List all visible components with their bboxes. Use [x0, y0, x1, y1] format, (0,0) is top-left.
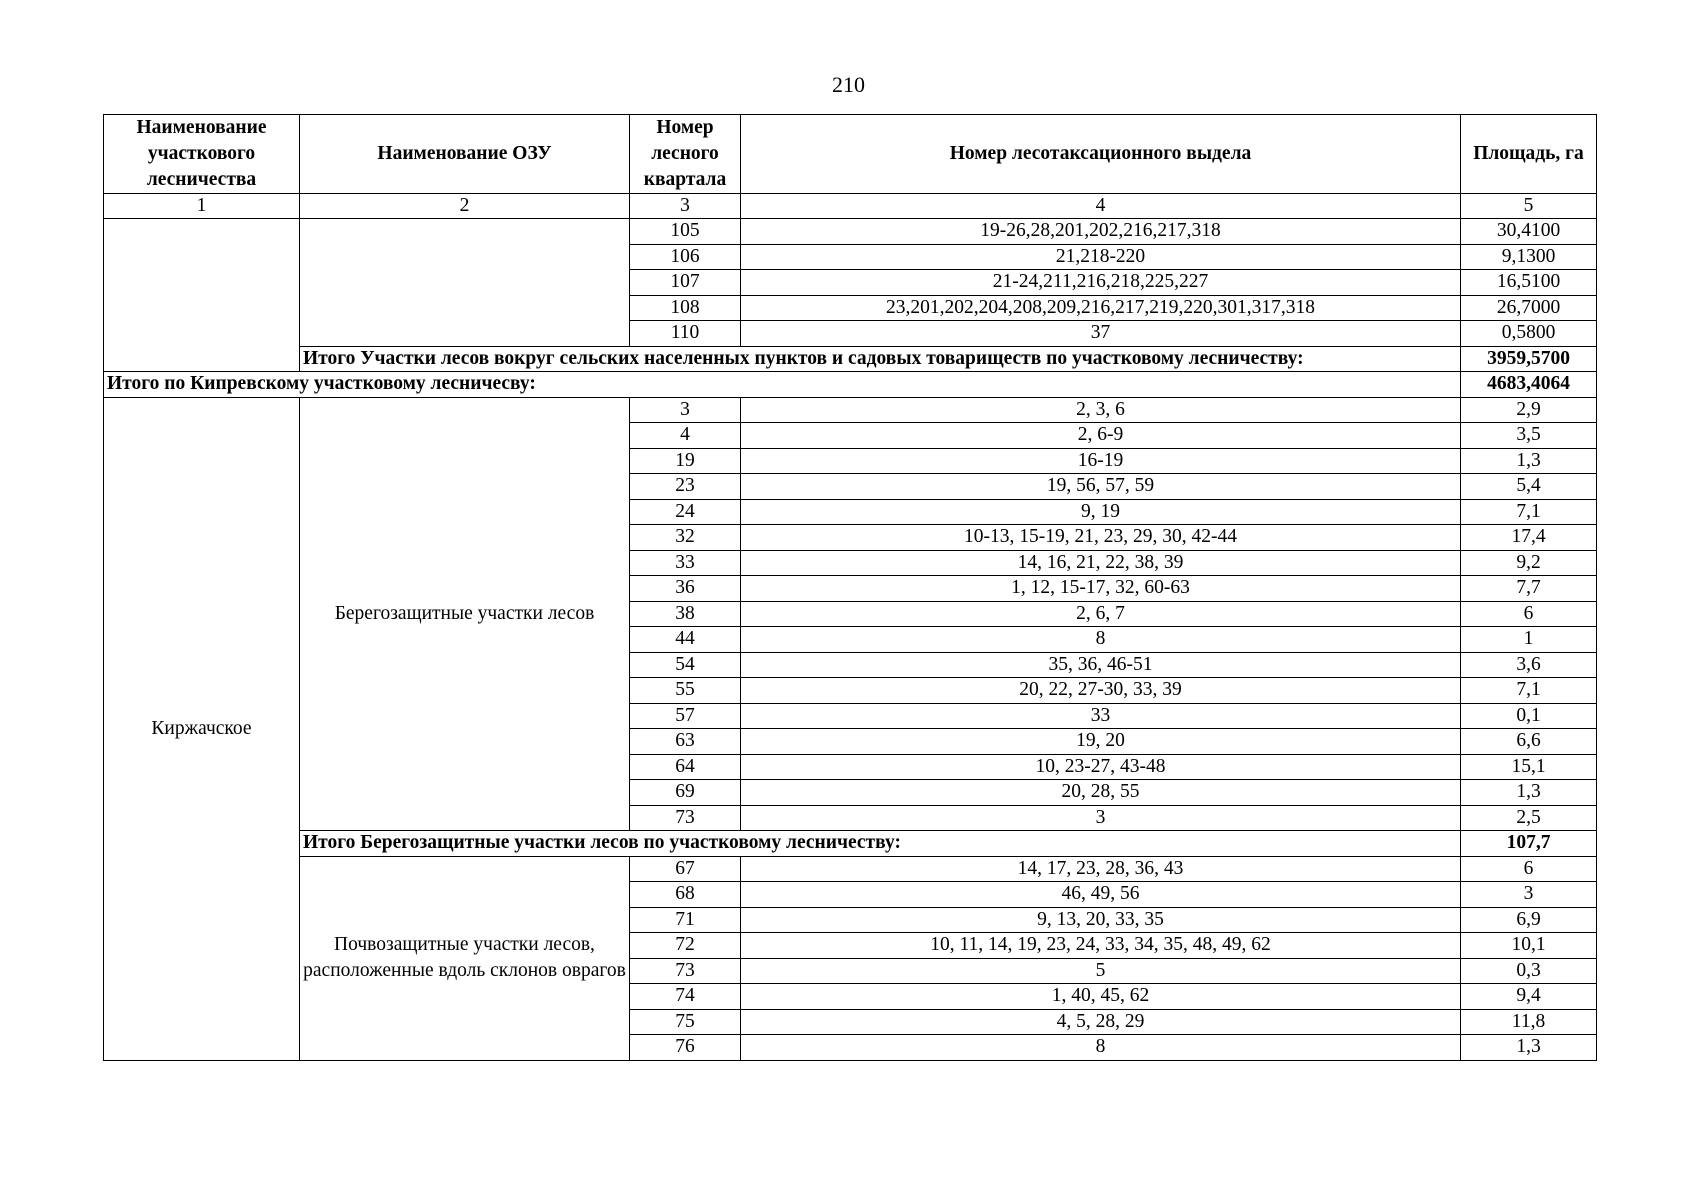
- quarter-cell: 110: [630, 321, 741, 347]
- area-cell: 15,1: [1461, 754, 1597, 780]
- ozu-cell-empty: [300, 219, 630, 347]
- quarter-cell: 69: [630, 780, 741, 806]
- vydel-cell: 21-24,211,216,218,225,227: [741, 270, 1461, 296]
- vydel-cell: 19, 56, 57, 59: [741, 474, 1461, 500]
- vydel-cell: 8: [741, 627, 1461, 653]
- area-cell: 5,4: [1461, 474, 1597, 500]
- quarter-cell: 57: [630, 703, 741, 729]
- quarter-cell: 76: [630, 1035, 741, 1061]
- ozu-name-cell: Берегозащитные участки лесов: [300, 397, 630, 831]
- column-number: 1: [104, 194, 300, 219]
- column-number: 5: [1461, 194, 1597, 219]
- page-number: 210: [832, 72, 865, 97]
- vydel-cell: 46, 49, 56: [741, 882, 1461, 908]
- header-area: Площадь, га: [1461, 115, 1597, 194]
- vydel-cell: 35, 36, 46-51: [741, 652, 1461, 678]
- quarter-cell: 23: [630, 474, 741, 500]
- quarter-cell: 19: [630, 448, 741, 474]
- area-cell: 1,3: [1461, 448, 1597, 474]
- quarter-cell: 63: [630, 729, 741, 755]
- area-cell: 1: [1461, 627, 1597, 653]
- area-cell: 11,8: [1461, 1009, 1597, 1035]
- quarter-cell: 68: [630, 882, 741, 908]
- vydel-cell: 14, 17, 23, 28, 36, 43: [741, 856, 1461, 882]
- area-cell: 0,3: [1461, 958, 1597, 984]
- forestry-total-row: [104, 372, 1597, 398]
- quarter-cell: 38: [630, 601, 741, 627]
- header-quarter-number: Номер лесного квартала: [630, 115, 741, 194]
- area-cell: 16,5100: [1461, 270, 1597, 296]
- subtotal-label: Итого Участки лесов вокруг сельских населенных пунктов и садовых товариществ по участковому лесничеству:: [300, 346, 1461, 372]
- area-cell: 6,9: [1461, 907, 1597, 933]
- area-cell: 3: [1461, 882, 1597, 908]
- quarter-cell: 32: [630, 525, 741, 551]
- vydel-cell: 2, 3, 6: [741, 397, 1461, 423]
- area-cell: 0,1: [1461, 703, 1597, 729]
- forest-table: [103, 114, 1597, 1061]
- vydel-cell: 10, 23-27, 43-48: [741, 754, 1461, 780]
- area-cell: 10,1: [1461, 933, 1597, 959]
- subtotal-label: Итого Берегозащитные участки лесов по участковому лесничеству:: [300, 831, 1461, 857]
- header-ozu-name: Наименование ОЗУ: [300, 115, 630, 194]
- vydel-cell: 9, 19: [741, 499, 1461, 525]
- vydel-cell: 19-26,28,201,202,216,217,318: [741, 219, 1461, 245]
- vydel-cell: 3: [741, 805, 1461, 831]
- header-vydel-number: Номер лесотаксационного выдела: [741, 115, 1461, 194]
- quarter-cell: 3: [630, 397, 741, 423]
- ozu-name-cell: Почвозащитные участки лесов, расположенные вдоль склонов оврагов: [300, 856, 630, 1060]
- area-cell: 3,5: [1461, 423, 1597, 449]
- area-cell: 7,1: [1461, 499, 1597, 525]
- area-cell: 1,3: [1461, 780, 1597, 806]
- area-cell: 2,9: [1461, 397, 1597, 423]
- vydel-cell: 9, 13, 20, 33, 35: [741, 907, 1461, 933]
- area-cell: 7,1: [1461, 678, 1597, 704]
- quarter-cell: 106: [630, 244, 741, 270]
- table-row: [104, 856, 1597, 882]
- column-number: 2: [300, 194, 630, 219]
- vydel-cell: 1, 12, 15-17, 32, 60-63: [741, 576, 1461, 602]
- area-cell: 6: [1461, 856, 1597, 882]
- vydel-cell: 21,218-220: [741, 244, 1461, 270]
- quarter-cell: 108: [630, 295, 741, 321]
- quarter-cell: 74: [630, 984, 741, 1010]
- area-cell: 6: [1461, 601, 1597, 627]
- vydel-cell: 37: [741, 321, 1461, 347]
- forestry-total-label: Итого по Кипревскому участковому лесничесву:: [104, 372, 1461, 398]
- quarter-cell: 44: [630, 627, 741, 653]
- vydel-cell: 4, 5, 28, 29: [741, 1009, 1461, 1035]
- vydel-cell: 23,201,202,204,208,209,216,217,219,220,301,317,318: [741, 295, 1461, 321]
- quarter-cell: 64: [630, 754, 741, 780]
- forestry-name-cell: Киржачское: [104, 397, 300, 1060]
- quarter-cell: 4: [630, 423, 741, 449]
- column-number: 4: [741, 194, 1461, 219]
- area-cell: 1,3: [1461, 1035, 1597, 1061]
- quarter-cell: 107: [630, 270, 741, 296]
- header-row: [104, 115, 1597, 194]
- forestry-cell-empty: [104, 219, 300, 372]
- vydel-cell: 10-13, 15-19, 21, 23, 29, 30, 42-44: [741, 525, 1461, 551]
- header-forestry-name: Наименование участкового лесничества: [104, 115, 300, 194]
- forestry-total-value: 4683,4064: [1461, 372, 1597, 398]
- vydel-cell: 16-19: [741, 448, 1461, 474]
- area-cell: 2,5: [1461, 805, 1597, 831]
- area-cell: 17,4: [1461, 525, 1597, 551]
- quarter-cell: 72: [630, 933, 741, 959]
- quarter-cell: 54: [630, 652, 741, 678]
- vydel-cell: 2, 6, 7: [741, 601, 1461, 627]
- vydel-cell: 2, 6-9: [741, 423, 1461, 449]
- vydel-cell: 5: [741, 958, 1461, 984]
- quarter-cell: 75: [630, 1009, 741, 1035]
- table-row: [104, 219, 1597, 245]
- area-cell: 9,1300: [1461, 244, 1597, 270]
- vydel-cell: 33: [741, 703, 1461, 729]
- table-row: [104, 397, 1597, 423]
- quarter-cell: 67: [630, 856, 741, 882]
- subtotal-value: 3959,5700: [1461, 346, 1597, 372]
- vydel-cell: 1, 40, 45, 62: [741, 984, 1461, 1010]
- area-cell: 9,2: [1461, 550, 1597, 576]
- quarter-cell: 33: [630, 550, 741, 576]
- vydel-cell: 10, 11, 14, 19, 23, 24, 33, 34, 35, 48, 49, 62: [741, 933, 1461, 959]
- column-number-row: [104, 194, 1597, 219]
- area-cell: 7,7: [1461, 576, 1597, 602]
- area-cell: 30,4100: [1461, 219, 1597, 245]
- subtotal-row: [104, 831, 1597, 857]
- area-cell: 9,4: [1461, 984, 1597, 1010]
- area-cell: 0,5800: [1461, 321, 1597, 347]
- vydel-cell: 19, 20: [741, 729, 1461, 755]
- column-number: 3: [630, 194, 741, 219]
- area-cell: 6,6: [1461, 729, 1597, 755]
- quarter-cell: 71: [630, 907, 741, 933]
- subtotal-value: 107,7: [1461, 831, 1597, 857]
- vydel-cell: 8: [741, 1035, 1461, 1061]
- quarter-cell: 55: [630, 678, 741, 704]
- quarter-cell: 73: [630, 958, 741, 984]
- quarter-cell: 24: [630, 499, 741, 525]
- area-cell: 3,6: [1461, 652, 1597, 678]
- vydel-cell: 20, 22, 27-30, 33, 39: [741, 678, 1461, 704]
- area-cell: 26,7000: [1461, 295, 1597, 321]
- quarter-cell: 36: [630, 576, 741, 602]
- quarter-cell: 105: [630, 219, 741, 245]
- quarter-cell: 73: [630, 805, 741, 831]
- subtotal-row: [104, 346, 1597, 372]
- vydel-cell: 20, 28, 55: [741, 780, 1461, 806]
- vydel-cell: 14, 16, 21, 22, 38, 39: [741, 550, 1461, 576]
